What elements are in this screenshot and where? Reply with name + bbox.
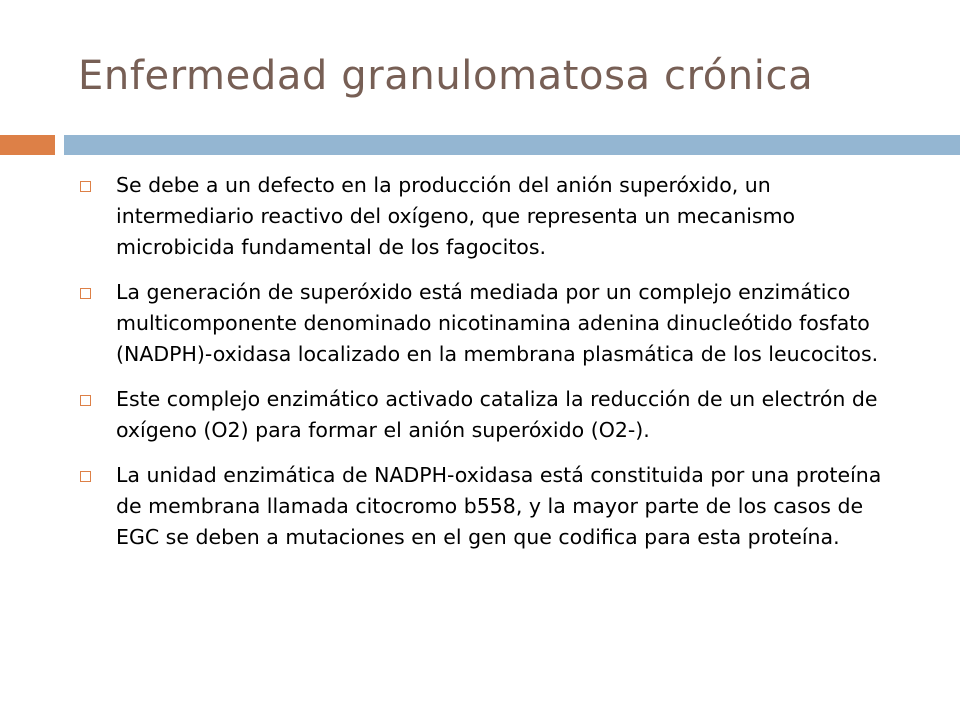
hollow-square-icon bbox=[80, 471, 91, 482]
bullet-item bbox=[78, 384, 908, 446]
bullet-text: Se debe a un defecto en la producción del anión superóxido, un intermediario reactivo del oxígeno, que representa un mecanismo microbicida fundamental de los fagocitos. bbox=[116, 173, 796, 259]
bullet-text: Este complejo enzimático activado cataliza la reducción de un electrón de oxígeno (O2) para formar el anión superóxido (O2-). bbox=[116, 387, 878, 442]
slide-title: Enfermedad granulomatosa crónica bbox=[78, 53, 814, 99]
bullet-text: La unidad enzimática de NADPH-oxidasa está constituida por una proteína de membrana llamada citocromo b558, y la mayor parte de los casos de EGC se deben a mutaciones en el gen que codifica para esta proteína. bbox=[116, 463, 882, 549]
bullet-item bbox=[78, 277, 908, 370]
hollow-square-icon bbox=[80, 395, 91, 406]
bullet-item bbox=[78, 460, 908, 553]
hollow-square-icon bbox=[80, 181, 91, 192]
accent-bar-blue bbox=[64, 135, 960, 155]
bullet-text: La generación de superóxido está mediada por un complejo enzimático multicomponente denominado nicotinamina adenina dinucleótido fosfato (NADPH)-oxidasa localizado en la membrana plasmática de los leucocitos. bbox=[116, 280, 879, 366]
hollow-square-icon bbox=[80, 288, 91, 299]
bullet-list bbox=[78, 170, 908, 567]
accent-bar-orange bbox=[0, 135, 55, 155]
bullet-item bbox=[78, 170, 908, 263]
